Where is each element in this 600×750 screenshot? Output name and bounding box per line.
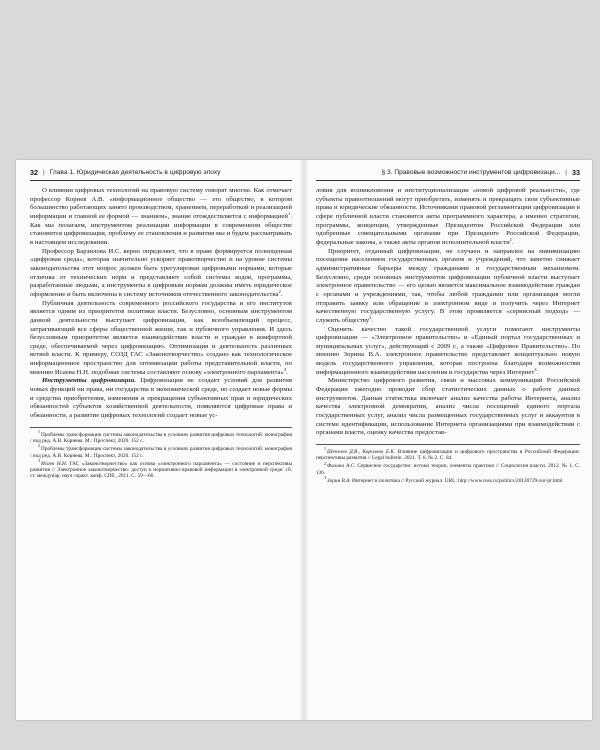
footnote-reference: 3 — [283, 366, 287, 372]
instruments-term: Инструменты цифровизации. — [42, 377, 136, 385]
page-number: 32 — [30, 168, 38, 177]
section-title: § 3. Правовые возможности инструментов цифровизаци... — [381, 169, 561, 176]
body-paragraph: ловия для возникновения и институционализации «новой цифровой реальности», где субъекты правоотношений могут приобретать, изменять и прекращать свои субъективные права и юридические обязанности. Источниками правовой регламентации цифровизации в сфере публичной власти становятся акты программного характера, а именно стратегии, программы, концепции, утвержденные Президентом Российской Федерации или одобренные совещательными органами при Президенте Российской Федерации, федеральные законы, а также акты органов исполнительной власти$^1$. — [316, 187, 580, 246]
body-paragraph: О влиянии цифровых технологий на правовую систему говорят многие. Как отмечает профессор Корнев А.В. «информационное общество — это общество, в котором большинство работающих занято производством, хранением, переработкой и реализацией информации и главной ее формой — знанием», знание отождествляется с информацией$^1$. Как мы полагаем, инструментом реализации информации в современном обществе становится цифровизация, проблему ее становления и развития мы и будем рассматривать в настоящем исследовании. — [30, 187, 292, 246]
header-separator: | — [565, 169, 567, 176]
left-page-header — [30, 168, 292, 181]
footnote: $^1$Проблемы трансформации системы законодательства в условиях развития цифровых технологий: монография / под ред. А.В. Корнева. М.: Проспект, 2020. 152 с. — [30, 428, 292, 445]
footnote: $^3$Исаев Н.Н. ГАС «Законотворчество» как основа «электронного парламента» — состояние и перспективы развития // Электронное законотворчество: доступ к нормативно-правовой информации в электронной среде: сб. ст. междунар. науч.-практ. конф. СПб., 2011. С. 59—66. — [30, 457, 292, 480]
book-spread — [16, 160, 592, 720]
footnote-reference: 2 — [369, 314, 372, 320]
right-page — [316, 168, 580, 486]
page-number: 33 — [572, 168, 580, 177]
right-footnotes — [316, 444, 580, 484]
footnote-author: Фалина А.С. — [327, 463, 356, 470]
right-page-header — [316, 168, 580, 181]
body-paragraph: Публичная деятельность современного российского государства и его институтов является одним из приоритетов политики власти. Безусловно, основным инструментом данной деятельности выступает цифровизация, как всеобъемлющий процесс, затрагивающий все сферы общественной жизни, так и публичного управления. И здесь безусловным приоритетом является взаимодействие власти и граждан в комфортной среде, обеспечиваемой через цифровизацию. Оптимизация и деятельность различных ветвей власти. К примеру, СОЗД ГАС «Законотворчество» создано как технологическое информационное пространство для оптимизации работы представительной власти, по мнению Исаева Н.Н. подобные системы составляют основу «электронного парламента»$^3$. — [30, 299, 292, 376]
footnote-reference: 1 — [288, 210, 291, 216]
body-paragraph: Оценить качество такой государственной услуги помогают инструменты цифровизации — «Электронное правительство» и «Единый портал государственных и муниципальных услуг», действующий с 2009 г., а также «Цифровое Правительство». По мнению Зорина В.А. электронное правительство представляет концептуально новую модель государственного управления, которая построена благодаря возможностям информационного взаимодействия населения и государства через Интернет$^3$. — [316, 325, 580, 376]
left-page — [30, 168, 292, 481]
right-page-body — [316, 187, 580, 438]
left-page-body — [30, 187, 292, 421]
footnote-author: Исаев Н.Н. — [41, 460, 68, 467]
footnote: $^3$Зорин В.А. Интернет и политика // Русский журнал. URL: http://www.russ.ru/politics/20120729-zor-pr.html — [324, 475, 563, 484]
book-gutter — [299, 160, 309, 720]
footnote: $^2$Фалина А.С. Сервисное государство: истоки теории, элементы практики // Социология власти. 2012. № 1. С. 136. — [316, 460, 580, 476]
footnote: $^1$Шепелев Д.В., Королева Е.К. Влияние цифровизации и цифрового пространства в Российской Федерации: перспективы развития // Legal bulletin. 2021. Т. 6. № 2. С. 84. — [316, 446, 580, 462]
body-paragraph: Министерство цифрового развития, связи и массовых коммуникаций Российской Федерации ежегодно проводит сбор статистических данных о работе данных инструментов. Данная статистика включает анализ качества работы Интернета, анализ качества электронной демократии, анализ числа посещений единого портала государственных услуг, анализ числа размещенных государственных услуг и аккаунтов в системе идентификации, использование Интернета организациями при взаимодействии с органами власти, оценку качества предостав- — [316, 377, 580, 437]
body-paragraph: Приоритет, отданный цифровизации, не случаен и направлен на минимизацию посещения населением государственных органов и учреждений, что заметно снижает административные барьеры между гражданами и государственным механизмом. Безусловно, среди основных инструментов цифровизации публичной власти выступает электронное правительство — его целью является максимальное взаимодействие граждан с органами и учреждениями, так, чтобы любой гражданин или организация могли отправить заявку или обращение в электронном виде и получить через Интернет качественную государственную услугу. В этом проявляется «сервисный подход» — служить обществу$^2$. — [316, 247, 580, 324]
header-separator: | — [43, 169, 45, 176]
footnote-reference: 2 — [278, 288, 281, 294]
body-paragraph: Профессор Барзилова И.С. верно определяет, что в праве формируется полноценная «цифровая среда», которая значительно ускоряет правотворчество и на уровне системы законодательства этот вопрос должен быть урегулирован цифровыми нормами, которые отличны от технических норм и представляют собой системы кодов, программы, разработанные людьми, а инструменты к цифровым нормам должны иметь юридическое оформление и быть включены в систему источников отечественного законодательства$^2$. — [30, 247, 292, 298]
footnote: $^2$Проблемы трансформации системы законодательства в условиях развития цифровых технологий: монография / под ред. А.В. Корнева. М.: Проспект, 2020. 152 с. — [30, 443, 292, 459]
footnote-reference: 3 — [534, 366, 537, 372]
body-paragraph: Инструменты цифровизации. Цифровизация не создает условий для развития новых функций ни права, ни государства в экономической среде, но создает новые формы и средства приобретения, изменения и прекращения субъективных прав и юридических обязанностей субъектов хозяйственной деятельности, появляются цифровые права и обязанности, а развитие цифровых технологий создает новые ус- — [30, 377, 292, 420]
chapter-title: Глава 1. Юридическая деятельность в цифровую эпоху — [49, 169, 221, 176]
footnote-reference: 1 — [509, 236, 512, 242]
left-footnotes — [30, 427, 292, 480]
footnote-author: Зорин В.А. — [327, 477, 351, 484]
footnote-author: Шепелев Д.В., Королева Е.К. — [327, 449, 396, 456]
